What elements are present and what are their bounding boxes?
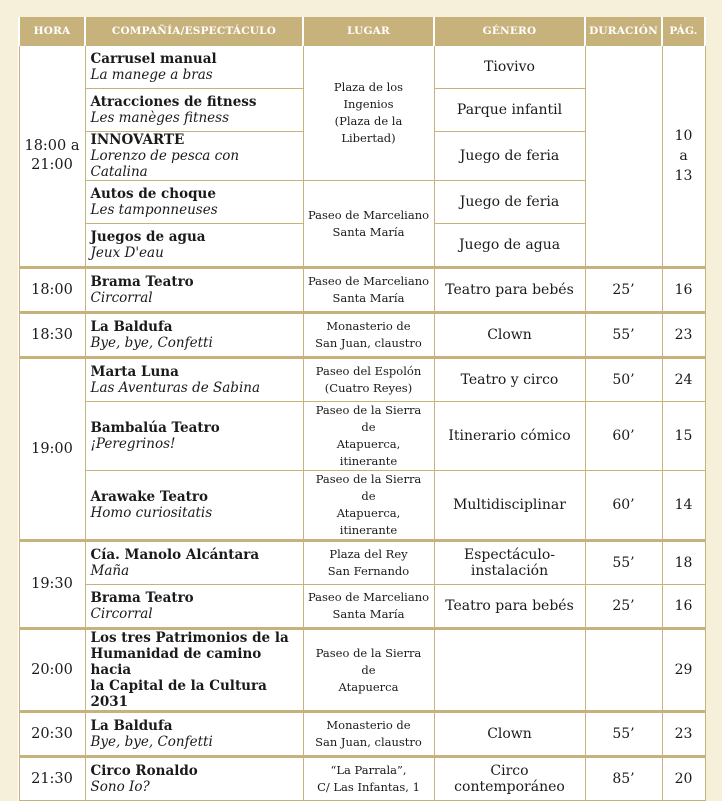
lugar-line: Santa María: [332, 224, 405, 239]
genero-line: Espectáculo-: [464, 547, 555, 563]
lugar-line: San Juan, claustro: [315, 735, 422, 749]
company-cell: [85, 712, 303, 757]
company-cell: [85, 757, 303, 801]
duracion-cell: [585, 46, 662, 268]
pag-cell: 14: [662, 471, 705, 541]
pag-line: 13: [674, 168, 693, 184]
company-cell: [85, 358, 303, 402]
company-cell: [85, 471, 303, 541]
company-name-line: Humanidad de camino hacia: [90, 646, 262, 678]
table-row: [19, 585, 705, 629]
pag-cell: 16: [662, 268, 705, 313]
lugar-line: Paseo de la Sierra de: [315, 645, 422, 677]
show-title: Circorral: [90, 290, 153, 306]
company-cell: [85, 46, 303, 89]
lugar-line: Plaza del Rey: [329, 547, 408, 561]
genero-cell: Multidisciplinar: [434, 471, 585, 541]
table-row: [19, 46, 705, 89]
duracion-cell: 85’: [585, 757, 662, 801]
genero-line: instalación: [470, 563, 549, 579]
lugar-line: Santa María: [332, 607, 405, 621]
genero-cell: Tiovivo: [434, 46, 585, 89]
header-compania: COMPAÑÍA/ESPECTÁCULO: [85, 17, 303, 46]
lugar-cell: [303, 46, 434, 181]
table-row: [19, 358, 705, 402]
company-name: Autos de choque: [90, 186, 216, 202]
company-name: Juegos de agua: [90, 229, 206, 245]
company-cell: [85, 268, 303, 313]
show-title: Les tamponneuses: [90, 202, 218, 218]
show-title: Jeux D'eau: [90, 245, 164, 261]
company-name: Bambalúa Teatro: [90, 420, 220, 436]
lugar-line: San Fernando: [327, 564, 410, 578]
show-title: Maña: [90, 563, 130, 579]
company-name: Brama Teatro: [90, 274, 194, 290]
show-title: Homo curiositatis: [90, 505, 213, 521]
lugar-line: Paseo de Marceliano: [307, 274, 430, 288]
pag-line: 10: [674, 128, 693, 144]
header-row: [19, 17, 705, 46]
genero-cell: Parque infantil: [434, 89, 585, 132]
duracion-cell: [585, 629, 662, 712]
lugar-line: “La Parrala”,: [330, 763, 407, 777]
genero-cell: Circo contemporáneo: [434, 757, 585, 801]
table-row: [19, 471, 705, 541]
lugar-cell: [303, 402, 434, 471]
company-cell: [85, 181, 303, 224]
genero-cell: Juego de agua: [434, 224, 585, 268]
show-title: Bye, bye, Confetti: [90, 734, 213, 750]
lugar-line: Atapuerca, itinerante: [336, 506, 401, 537]
genero-cell: [434, 541, 585, 585]
hora-cell: 20:30: [19, 712, 85, 757]
hora-cell: 18:00: [19, 268, 85, 313]
lugar-cell: [303, 471, 434, 541]
lugar-line: Atapuerca, itinerante: [336, 437, 401, 468]
lugar-cell: [303, 358, 434, 402]
duracion-cell: 50’: [585, 358, 662, 402]
schedule-wrapper: [18, 17, 704, 801]
company-name: Atracciones de fitness: [90, 94, 257, 110]
company-name-line: la Capital de la Cultura 2031: [90, 678, 267, 710]
lugar-line: Plaza de los Ingenios: [333, 80, 404, 111]
lugar-cell: [303, 181, 434, 268]
hora-cell: 21:30: [19, 757, 85, 801]
pag-cell: 20: [662, 757, 705, 801]
schedule-table: [18, 17, 706, 801]
lugar-line: Paseo de la Sierra de: [315, 403, 422, 434]
show-title: Bye, bye, Confetti: [90, 335, 213, 351]
company-cell: [85, 402, 303, 471]
company-cell: [85, 224, 303, 268]
header-genero: GÉNERO: [434, 17, 585, 46]
pag-cell: 29: [662, 629, 705, 712]
genero-cell: Teatro para bebés: [434, 585, 585, 629]
company-name: Carrusel manual: [90, 51, 217, 67]
lugar-line: (Cuatro Reyes): [324, 381, 413, 395]
company-cell: [85, 132, 303, 181]
company-name-line: Los tres Patrimonios de la: [90, 630, 289, 646]
table-row: [19, 541, 705, 585]
genero-cell: [434, 629, 585, 712]
pag-cell: 23: [662, 712, 705, 757]
pag-cell: [662, 46, 705, 268]
hora-cell: 19:30: [19, 541, 85, 629]
lugar-line: Monasterio de: [326, 319, 411, 333]
lugar-line: Paseo del Espolón: [315, 364, 422, 378]
header-pag: PÁG.: [662, 17, 705, 46]
genero-cell: Juego de feria: [434, 132, 585, 181]
header-hora: HORA: [19, 17, 85, 46]
pag-cell: 23: [662, 313, 705, 358]
show-title: Lorenzo de pesca con Catalina: [90, 148, 240, 180]
show-title: Les manèges fitness: [90, 110, 230, 126]
pag-cell: 18: [662, 541, 705, 585]
hora-line: 18:00 a: [24, 138, 80, 154]
show-title: Las Aventuras de Sabina: [90, 380, 261, 396]
show-title: Circorral: [90, 606, 153, 622]
hora-line: 21:00: [31, 157, 73, 173]
duracion-cell: 55’: [585, 541, 662, 585]
duracion-cell: 55’: [585, 313, 662, 358]
pag-cell: 15: [662, 402, 705, 471]
lugar-cell: [303, 712, 434, 757]
lugar-line: San Juan, claustro: [315, 336, 422, 350]
lugar-cell: [303, 268, 434, 313]
duracion-cell: 25’: [585, 268, 662, 313]
company-cell: [85, 89, 303, 132]
genero-cell: Juego de feria: [434, 181, 585, 224]
lugar-cell: [303, 313, 434, 358]
table-row: [19, 268, 705, 313]
hora-cell: 20:00: [19, 629, 85, 712]
table-row: [19, 712, 705, 757]
company-cell: [85, 629, 303, 712]
table-row: [19, 313, 705, 358]
pag-cell: 24: [662, 358, 705, 402]
pag-line: a: [679, 148, 688, 164]
lugar-line: (Plaza de la Libertad): [334, 114, 403, 145]
genero-cell: Clown: [434, 712, 585, 757]
pag-cell: 16: [662, 585, 705, 629]
lugar-line: Monasterio de: [326, 718, 411, 732]
hora-cell: [19, 46, 85, 268]
lugar-cell: [303, 541, 434, 585]
genero-cell: Teatro y circo: [434, 358, 585, 402]
duracion-cell: 60’: [585, 402, 662, 471]
duracion-cell: 25’: [585, 585, 662, 629]
duracion-cell: 55’: [585, 712, 662, 757]
genero-cell: Clown: [434, 313, 585, 358]
genero-cell: Itinerario cómico: [434, 402, 585, 471]
company-name: Circo Ronaldo: [90, 763, 198, 779]
company-cell: [85, 585, 303, 629]
show-title: Sono Io?: [90, 779, 150, 795]
duracion-cell: 60’: [585, 471, 662, 541]
company-name: La Baldufa: [90, 718, 173, 734]
company-name: INNOVARTE: [90, 132, 185, 148]
hora-cell: 18:30: [19, 313, 85, 358]
table-row: [19, 629, 705, 712]
show-title: ¡Peregrinos!: [90, 436, 176, 452]
company-name: La Baldufa: [90, 319, 173, 335]
lugar-line: Santa María: [332, 291, 405, 305]
lugar-line: Paseo de Marceliano: [307, 590, 430, 604]
header-duracion: DURACIÓN: [585, 17, 662, 46]
company-cell: [85, 541, 303, 585]
lugar-cell: [303, 757, 434, 801]
hora-cell: 19:00: [19, 358, 85, 541]
company-name: Brama Teatro: [90, 590, 194, 606]
lugar-line: Atapuerca: [338, 679, 399, 694]
company-name: Cía. Manolo Alcántara: [90, 547, 260, 563]
genero-cell: Teatro para bebés: [434, 268, 585, 313]
header-lugar: LUGAR: [303, 17, 434, 46]
table-row: [19, 757, 705, 801]
company-cell: [85, 313, 303, 358]
lugar-cell: [303, 585, 434, 629]
company-name: Arawake Teatro: [90, 489, 209, 505]
lugar-line: Paseo de Marceliano: [307, 207, 430, 222]
lugar-line: C/ Las Infantas, 1: [317, 780, 420, 794]
table-row: [19, 402, 705, 471]
company-name: Marta Luna: [90, 364, 179, 380]
lugar-cell: [303, 629, 434, 712]
lugar-line: Paseo de la Sierra de: [315, 472, 422, 503]
show-title: La manege a bras: [90, 67, 213, 83]
